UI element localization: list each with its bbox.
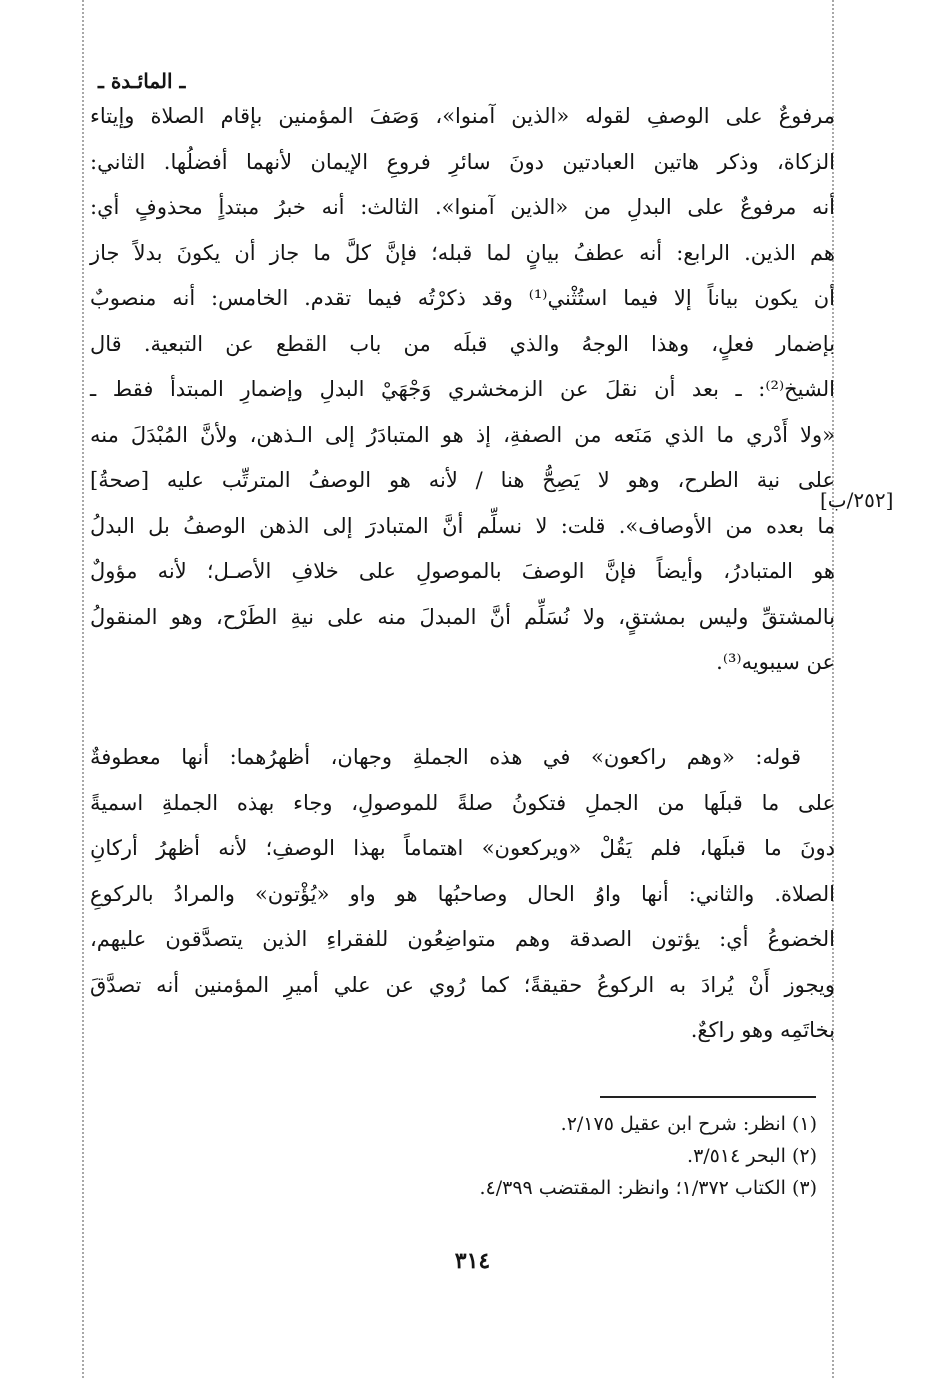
footnote-2: (٢) البحر ٣/٥١٤. bbox=[687, 1145, 817, 1167]
text-line: بإضمار فعلٍ، وهذا الوجهُ والذي قبلَه من باب القطع عن التبعية. قال bbox=[90, 331, 835, 356]
text-line: الصلاة. والثاني: أنها واوُ الحال وصاحبُها هو واو «يُؤْتون» والمرادُ بالركوعِ bbox=[90, 881, 835, 906]
paragraph-2 bbox=[90, 735, 835, 1054]
text-line: الخضوعُ أي: يؤتون الصدقة وهم متواضِعُون للفقراءِ الذين يتصدَّقون عليهم، bbox=[90, 927, 835, 951]
text-line: «ولا أَدْري ما الذي مَنَعه من الصفةِ، إذ هو المتبادَرُ إلى الـذهن، ولأنَّ المُبْدَلَ منه bbox=[90, 422, 835, 447]
footnote-3: (٣) الكتاب ١/٣٧٢؛ وانظر: المقتضب ٤/٣٩٩. bbox=[479, 1177, 817, 1199]
text-line: ويجوز أَنْ يُرادَ به الركوعُ حقيقةً؛ كما رُوي عن علي أميرِ المؤمنين أنه تصدَّقَ bbox=[90, 972, 835, 997]
text-line: ما بعده من الأوصاف». قلت: لا نسلِّم أنَّ المتبادرَ إلى الذهن الوصفُ بل البدلُ bbox=[90, 513, 835, 538]
text-line: الشيخ⁽²⁾: ـ بعد أن نقلَ عن الزمخشري وَجْهَيْ البدلِ وإضمارِ المبتدأ فقط ـ bbox=[90, 377, 835, 401]
text-line: الزكاة، وذكر هاتين العبادتين دونَ سائرِ فروعِ الإيمان لأنهما أفضلُها. الثاني: bbox=[90, 149, 835, 174]
text-line: عن سيبويه⁽³⁾. bbox=[716, 650, 835, 674]
footnote-separator bbox=[600, 1096, 816, 1098]
left-dotted-guide bbox=[82, 0, 84, 1378]
text-line: مرفوعٌ على الوصفِ لقوله «الذين آمنوا»، وَصَفَ المؤمنين بإقام الصلاة وإيتاء bbox=[90, 104, 835, 128]
text-line: بخاتَمِه وهو راكعٌ. bbox=[690, 1018, 835, 1042]
text-line: دونَ ما قبلَها، فلم يَقُلْ «ويركعون» اهتماماً بهذا الوصفِ؛ لأنه أظهرُ أركانِ bbox=[90, 836, 835, 860]
text-line: على ما قبلَها من الجملِ فتكونُ صلةً للموصولِ، وجاء بهذه الجملةِ اسميةً bbox=[90, 790, 835, 815]
text-line: أنه مرفوعٌ على البدلِ من «الذين آمنوا». الثالث: أنه خبرُ مبتدأٍ محذوفٍ أي: bbox=[90, 195, 835, 219]
text-line: أن يكون بياناً إلا فيما استُثْني⁽¹⁾ وقد ذكرْتُه فيما تقدم. الخامس: أنه منصوبٌ bbox=[90, 286, 835, 310]
paragraph-1 bbox=[90, 94, 835, 686]
footnote-1: (١) انظر: شرح ابن عقيل ٢/١٧٥. bbox=[560, 1113, 817, 1135]
manuscript-folio-note: [٢٥٢/ب] bbox=[820, 488, 894, 512]
page-number: ٣١٤ bbox=[454, 1248, 491, 1274]
running-header: ـ المائـدة ـ bbox=[98, 69, 186, 93]
text-line: هو المتبادرُ، وأيضاً فإنَّ الوصفَ بالموصولِ على خلافِ الأصـل؛ لأنه مؤولٌ bbox=[90, 559, 835, 583]
text-line: على نية الطرح، وهو لا يَصِحُّ هنا / لأنه هو الوصفُ المترتِّب عليه [صحةُ] bbox=[90, 468, 835, 492]
text-line: قوله: «وهم راكعون» في هذه الجملةِ وجهان، أظهرُهما: أنها معطوفةٌ bbox=[90, 745, 801, 769]
text-line: بالمشتقِّ وليس بمشتقٍ، ولا نُسَلِّم أنَّ المبدلَ منه على نيةِ الطَرْح، وهو المنقولُ bbox=[90, 604, 835, 629]
text-line: هم الذين. الرابع: أنه عطفُ بيانٍ لما قبله؛ فإنَّ كلَّ ما جاز أن يكونَ بدلاً جاز bbox=[90, 240, 835, 265]
footnotes bbox=[300, 1108, 817, 1204]
